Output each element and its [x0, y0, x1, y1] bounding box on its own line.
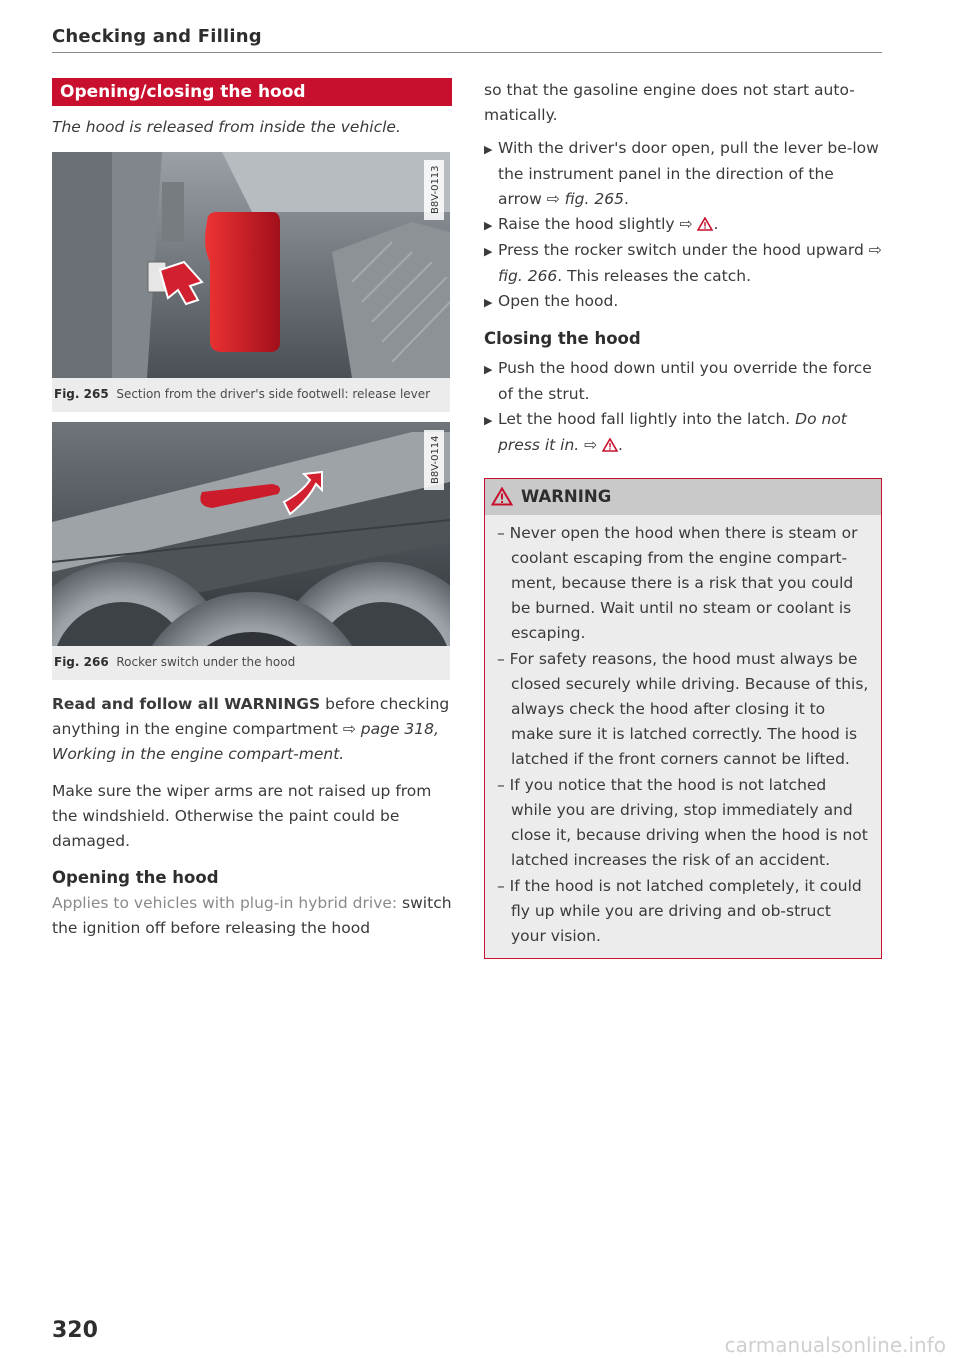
rocker-switch-photo: [52, 422, 450, 646]
figure-caption-text: Rocker switch under the hood: [116, 655, 296, 669]
list-item: ▶ Open the hood.: [484, 289, 882, 315]
figure-266: [52, 422, 450, 680]
left-column: [52, 78, 452, 941]
right-column: [484, 78, 882, 959]
closing-steps: [484, 356, 882, 458]
figure-caption-text: Section from the driver's side footwell: release lever: [116, 387, 431, 401]
bullet-arrow-icon: ▶: [484, 296, 493, 309]
figure-reference-link[interactable]: fig. 265: [564, 190, 624, 208]
list-item: ▶ Let the hood fall lightly into the latch. Do not press it in. ⇨ .: [484, 410, 847, 454]
warning-triangle-icon: [491, 487, 513, 506]
wiper-paragraph: Make sure the wiper arms are not raised up from the windshield. Otherwise the paint could be damaged.: [52, 782, 432, 850]
continuation-text: so that the gasoline engine does not start auto-matically.: [484, 81, 855, 124]
figure-label: Fig. 265: [54, 387, 109, 401]
list-item: ▶ Press the rocker switch under the hood upward ⇨ fig. 266. This releases the catch.: [484, 241, 882, 285]
bullet-arrow-icon: ▶: [484, 363, 493, 376]
list-item: ▶ With the driver's door open, pull the lever be-low the instrument panel in the direction of the arrow ⇨ fig. 265.: [484, 139, 879, 208]
watermark: carmanualsonline.info: [724, 1333, 946, 1357]
warning-list: [485, 515, 881, 958]
bullet-arrow-icon: ▶: [484, 219, 493, 232]
figure-caption: [52, 378, 450, 412]
applies-note: Applies to vehicles with plug-in hybrid drive:: [52, 894, 398, 912]
header-rule: [52, 52, 882, 53]
list-item: – If you notice that the hood is not latched while you are driving, stop immediately and close it, because driving when the hood is not latched increases the risk of an accident.: [497, 776, 868, 869]
intro-text: The hood is released from inside the vehicle.: [52, 118, 401, 136]
bullet-arrow-icon: ▶: [484, 143, 493, 156]
warning-triangle-icon[interactable]: [602, 438, 618, 452]
warnings-paragraph: Read and follow all WARNINGS before checking anything in the engine compartment ⇨ page 318, Working in the engine compart-ment.: [52, 695, 450, 763]
warning-triangle-icon[interactable]: [697, 217, 713, 231]
release-lever-photo: [52, 152, 450, 378]
list-item: – Never open the hood when there is steam or coolant escaping from the engine compart-ment, because there is a risk that you could be burned. Wait until no steam or coolant is escaping.: [497, 524, 858, 642]
figure-caption: [52, 646, 450, 680]
warning-title: WARNING: [521, 487, 612, 506]
closing-heading: Closing the hood: [484, 329, 641, 348]
list-item: – If the hood is not latched completely, it could fly up while you are driving and ob-struct your vision.: [497, 877, 862, 945]
hybrid-paragraph: Applies to vehicles with plug-in hybrid drive: switch the ignition off before releasing the hood: [52, 894, 452, 937]
warnings-emphasis: Read and follow all WARNINGS: [52, 695, 321, 713]
figure-265: [52, 152, 450, 412]
warning-box: [484, 478, 882, 959]
figure-label: Fig. 266: [54, 655, 109, 669]
opening-steps: [484, 136, 882, 315]
section-heading: Opening/closing the hood: [52, 78, 452, 106]
page-reference-link[interactable]: ⇨ page 318, Working in the engine compart-ment.: [52, 720, 439, 763]
list-item: – For safety reasons, the hood must always be closed securely while driving. Because of this, always check the hood after closing it to make sure it is latched correctly. The hood is latched if the front corners cannot be lifted.: [497, 650, 869, 768]
warning-header: [485, 479, 881, 515]
figure-code: B8V-0113: [430, 165, 441, 214]
opening-heading: Opening the hood: [52, 868, 219, 887]
list-item: ▶ Push the hood down until you override the force of the strut.: [484, 359, 872, 403]
list-item: ▶ Raise the hood slightly ⇨ .: [484, 212, 882, 238]
running-header: Checking and Filling: [52, 26, 262, 47]
figure-code: B8V-0114: [430, 435, 441, 484]
bullet-arrow-icon: ▶: [484, 414, 493, 427]
figure-reference-link[interactable]: fig. 266: [498, 267, 558, 285]
bullet-arrow-icon: ▶: [484, 245, 493, 258]
page-number: 320: [52, 1318, 98, 1343]
